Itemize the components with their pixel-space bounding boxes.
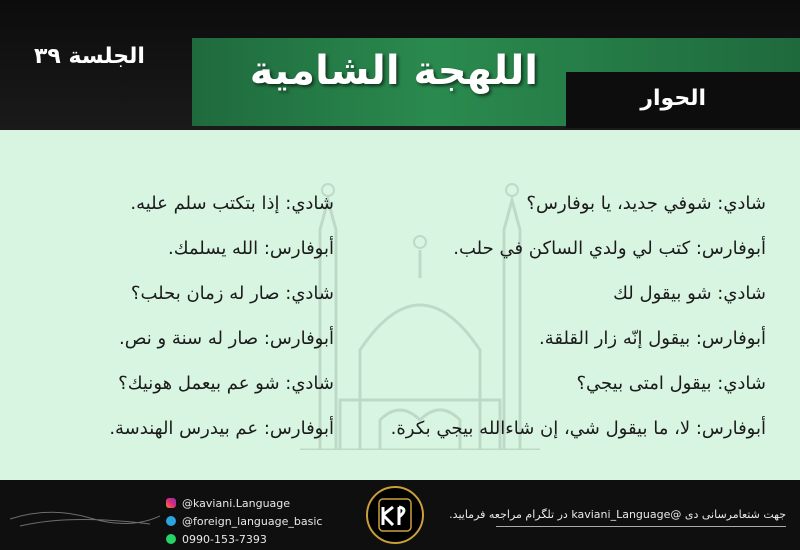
dialogue-line: أبوفارس: عم بيدرس الهندسة.	[109, 418, 334, 439]
dialogue-panel	[0, 130, 800, 480]
dialogue-column-left	[0, 190, 334, 460]
dialogue-line: شادي: شو عم بيعمل هونيك؟	[118, 373, 334, 394]
dialogue-line: شادي: صار له زمان بحلب؟	[130, 283, 334, 304]
brand-logo-icon	[366, 486, 424, 544]
whatsapp-number: 0990-153-7393	[182, 532, 267, 546]
footer	[0, 480, 800, 550]
contact-list	[166, 494, 322, 548]
page-title: اللهجة الشامية	[249, 48, 538, 94]
footer-note: جهت شتعامرسانی دی @kaviani_Language در تلگرام مراجعه فرمایید.	[449, 508, 786, 521]
telegram-icon	[166, 516, 176, 526]
telegram-contact[interactable]	[166, 512, 322, 530]
telegram-handle: @foreign_language_basic	[182, 514, 323, 528]
dialogue-line: أبوفارس: صار له سنة و نص.	[119, 328, 334, 349]
instagram-icon	[166, 498, 176, 508]
header	[0, 0, 800, 130]
footer-divider	[496, 526, 786, 527]
whatsapp-icon	[166, 534, 176, 544]
decorative-scribble	[10, 504, 160, 534]
session-label: الجلسة ٣٩	[34, 44, 145, 69]
dialogue-line: شادي: شو بيقول لك	[613, 283, 766, 304]
dialogue-line: أبوفارس: بيقول إنّه زار القلقة.	[538, 328, 766, 349]
dialogue-column-right	[390, 190, 766, 460]
dialogue-line: أبوفارس: لا، ما بيقول شي، إن شاءالله بيجي بكرة.	[390, 418, 766, 439]
dialogue-line: شادي: إذا بتكتب سلم عليه.	[130, 193, 334, 214]
dialogue-line: شادي: شوفي جديد، يا بوفارس؟	[526, 193, 766, 214]
whatsapp-contact[interactable]	[166, 530, 322, 548]
instagram-handle: @kaviani.Language	[182, 496, 291, 510]
dialogue-line: أبوفارس: كتب لي ولدي الساكن في حلب.	[453, 238, 766, 259]
dialogue-line: أبوفارس: الله يسلمك.	[168, 238, 334, 259]
instagram-contact[interactable]	[166, 494, 322, 512]
dialogue-line: شادي: بيقول امتى بيجي؟	[576, 373, 766, 394]
section-subtitle: الحوار	[640, 86, 706, 111]
